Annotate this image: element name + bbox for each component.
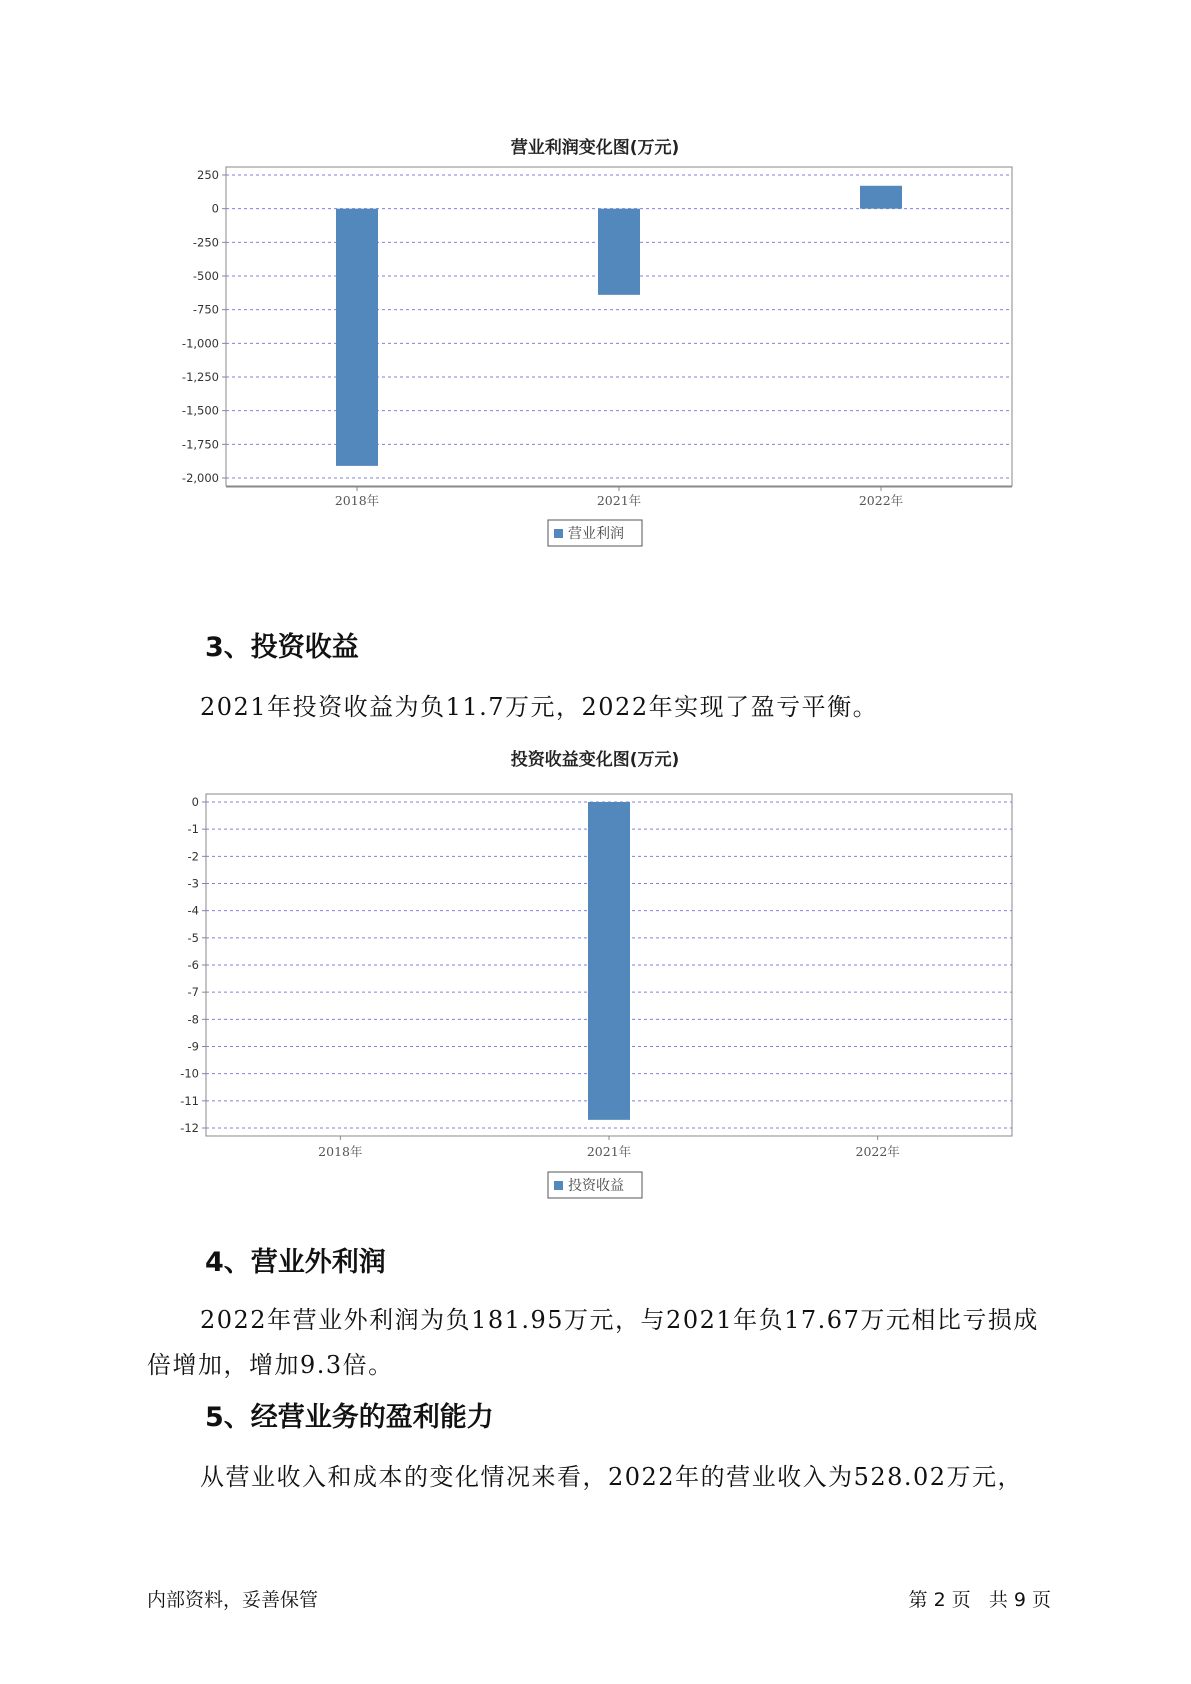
bar-2021年 xyxy=(588,802,630,1120)
y-tick-label: -500 xyxy=(192,269,219,283)
bar-2021年 xyxy=(598,209,640,295)
y-tick-label: -5 xyxy=(187,930,199,945)
x-tick-label: 2022年 xyxy=(858,493,904,508)
section-3-heading: 3、投资收益 xyxy=(205,632,359,663)
y-tick-label: -1,250 xyxy=(181,370,219,384)
y-tick-label: -8 xyxy=(187,1012,199,1027)
y-tick-label: -4 xyxy=(187,903,199,918)
y-tick-label: -7 xyxy=(187,985,199,1000)
y-tick-label: -250 xyxy=(192,235,219,250)
y-tick-label: 250 xyxy=(197,168,219,182)
bar-2022年 xyxy=(860,186,902,209)
section-4-heading: 4、营业外利润 xyxy=(205,1247,386,1278)
y-tick-label: 0 xyxy=(191,795,199,809)
bar-2018年 xyxy=(336,209,378,466)
investment-income-chart xyxy=(0,740,1191,1210)
section-5-heading: 5、经营业务的盈利能力 xyxy=(205,1402,494,1433)
section-3-paragraph: 2021年投资收益为负11.7万元，2022年实现了盈亏平衡。 xyxy=(200,693,879,721)
legend-label: 营业利润 xyxy=(568,526,624,542)
y-tick-label: -1 xyxy=(187,822,199,837)
section-5-paragraph: 从营业收入和成本的变化情况来看，2022年的营业收入为528.02万元， xyxy=(200,1463,1024,1491)
legend-swatch xyxy=(554,1181,563,1190)
y-tick-label: -2 xyxy=(187,849,199,864)
legend-label: 投资收益 xyxy=(568,1178,624,1194)
y-tick-label: -3 xyxy=(187,876,199,891)
x-tick-label: 2018年 xyxy=(334,493,380,508)
chart-title: 营业利润变化图(万元) xyxy=(510,138,680,158)
chart-title: 投资收益变化图(万元) xyxy=(510,750,680,770)
y-tick-label: -2,000 xyxy=(181,471,219,485)
section-4-paragraph-line2: 倍增加，增加9.3倍。 xyxy=(147,1351,394,1379)
y-tick-label: -1,500 xyxy=(181,403,219,418)
y-tick-label: -6 xyxy=(187,958,199,972)
y-tick-label: -10 xyxy=(180,1066,199,1081)
y-tick-label: 0 xyxy=(211,201,219,216)
y-tick-label: -750 xyxy=(192,302,219,317)
operating-profit-chart-svg xyxy=(0,120,1191,560)
x-tick-label: 2021年 xyxy=(586,1144,632,1159)
x-tick-label: 2022年 xyxy=(855,1144,900,1159)
footer-page-number: 第 2 页 共 9 页 xyxy=(908,1589,1051,1611)
y-tick-label: -1,000 xyxy=(181,336,219,351)
y-tick-label: -9 xyxy=(187,1039,199,1054)
operating-profit-chart xyxy=(0,120,1191,560)
y-tick-label: -12 xyxy=(180,1121,199,1135)
x-tick-label: 2018年 xyxy=(318,1144,363,1159)
y-tick-label: -11 xyxy=(180,1093,199,1108)
footer-confidential-note: 内部资料，妥善保管 xyxy=(147,1589,319,1611)
x-tick-label: 2021年 xyxy=(596,493,642,508)
y-tick-label: -1,750 xyxy=(181,437,219,452)
investment-income-chart-svg xyxy=(0,740,1191,1210)
legend-swatch xyxy=(554,529,563,538)
section-4-paragraph-line1: 2022年营业外利润为负181.95万元，与2021年负17.67万元相比亏损成 xyxy=(200,1306,1039,1334)
